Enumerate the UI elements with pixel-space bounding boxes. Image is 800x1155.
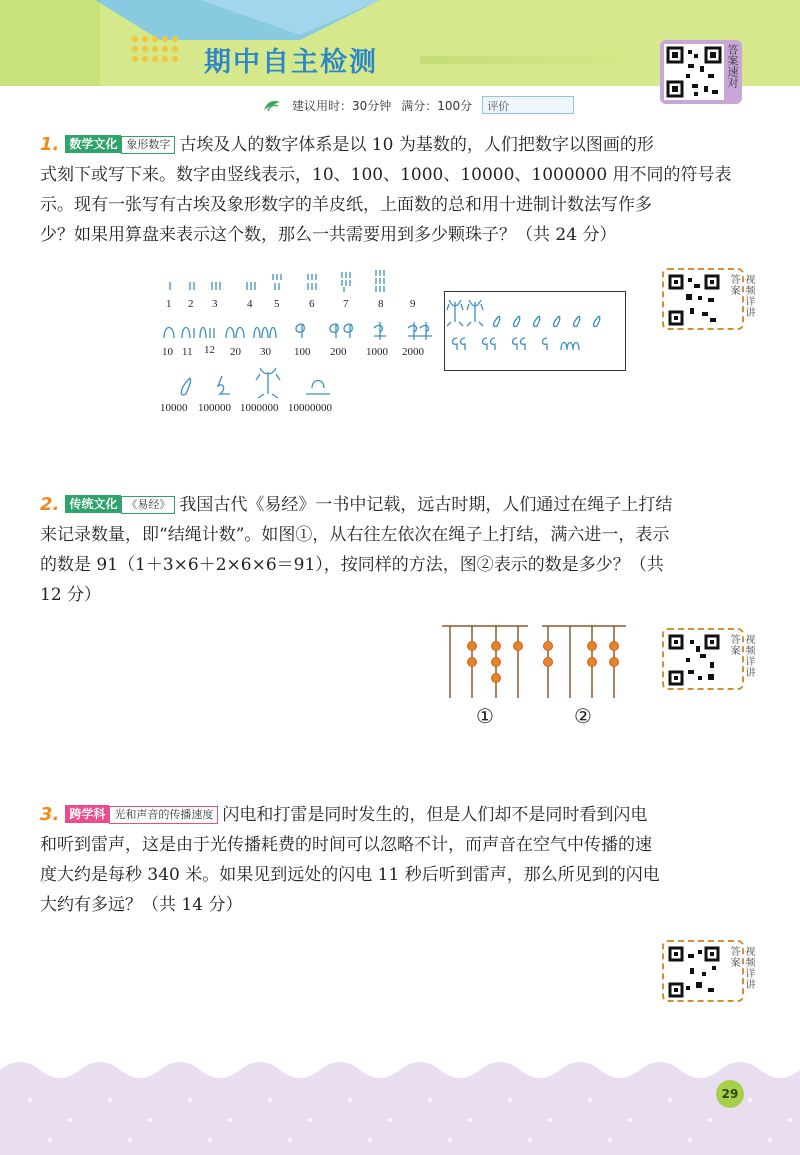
question-number: 3.: [40, 804, 60, 825]
question-text-line: 和听到雷声，这是由于光传播耗费的时间可以忽略不计，而声音在空气中传播的速: [40, 835, 652, 855]
answer-qr-code[interactable]: [660, 40, 742, 104]
qr-code-image: [668, 946, 720, 998]
qr-label: 视频详讲答案: [728, 274, 754, 318]
question-subtag: 《易经》: [121, 496, 175, 514]
qr-code-image: [668, 634, 720, 686]
page-title: 期中自主检测: [204, 47, 378, 78]
qr-side-label: 答案速对: [726, 44, 739, 88]
numeral-label: 11: [182, 346, 193, 358]
question-text-line: 示。现有一张写有古埃及象形数字的羊皮纸，上面数的总和用十进制计数法写作多: [40, 195, 652, 215]
question-number: 2.: [40, 494, 60, 515]
question-text-line: 式刻下或写下来。数字由竖线表示，10、100、1000、10000、1000000 用不同的符号表: [40, 165, 732, 185]
video-answer-qr-2[interactable]: [662, 628, 754, 690]
qr-code-image: [664, 44, 724, 100]
numeral-label: 2000: [402, 346, 424, 358]
numeral-label: 6: [309, 298, 315, 310]
question-text-line: 的数是 91（1＋3×6＋2×6×6＝91），按同样的方法，图②表示的数是多少？（共: [40, 555, 664, 575]
numeral-label: 12: [204, 344, 215, 356]
title-dots-decoration: [132, 36, 178, 62]
footer-wave: [0, 1040, 800, 1155]
numeral-label: 4: [247, 298, 253, 310]
evaluation-field[interactable]: 评价: [482, 96, 574, 114]
video-answer-qr-1[interactable]: [662, 268, 754, 330]
numeral-label: 1: [166, 298, 172, 310]
question-number: 1.: [40, 134, 60, 155]
qr-label: 视频详讲答案: [728, 634, 754, 678]
numeral-label: 3: [212, 298, 218, 310]
subheader: [262, 96, 574, 114]
numeral-labels: [160, 268, 440, 418]
numeral-label: 5: [274, 298, 280, 310]
title-underline-decoration: [420, 56, 650, 64]
question-text-line: 我国古代《易经》一书中记载，远古时期，人们通过在绳子上打结: [179, 495, 673, 515]
qr-code-image: [668, 274, 720, 326]
numeral-label: 7: [343, 298, 349, 310]
qr-label: 视频详讲答案: [728, 946, 754, 990]
question-3: [40, 800, 660, 920]
numeral-label: 8: [378, 298, 384, 310]
question-subtag: 光和声音的传播速度: [109, 806, 218, 824]
numeral-label: 100000: [198, 402, 231, 414]
question-text-line: 度大约是每秒 340 米。如果见到远处的闪电 11 秒后听到雷声，那么所见到的闪电: [40, 865, 660, 885]
question-subtag: 象形数字: [121, 136, 175, 154]
numeral-label: 9: [410, 298, 416, 310]
question-text-line: 少？如果用算盘来表示这个数，那么一共需要用到多少颗珠子？（共 24 分）: [40, 225, 617, 245]
question-text-line: 闪电和打雷是同时发生的，但是人们却不是同时看到闪电: [222, 805, 648, 825]
parchment-figure: [444, 291, 626, 371]
question-2: [40, 490, 672, 610]
question-1: [40, 130, 732, 250]
numeral-label: 10: [162, 346, 173, 358]
full-score: 满分：100分: [401, 98, 473, 113]
numeral-label: 100: [294, 346, 311, 358]
question-text-line: 大约有多远？（共 14 分）: [40, 895, 243, 915]
leaf-icon: [262, 98, 282, 112]
numeral-label: 1000: [366, 346, 388, 358]
question-tag: 跨学科: [65, 805, 109, 823]
question-tag: 传统文化: [65, 495, 121, 513]
numeral-label: 30: [260, 346, 271, 358]
figure-label: ②: [574, 704, 592, 728]
page-number: 29: [716, 1080, 744, 1108]
numeral-label: 200: [330, 346, 347, 358]
suggested-time: 建议用时：30分钟: [292, 98, 392, 113]
figure-label: ①: [476, 704, 494, 728]
question-text-line: 来记录数量，即“结绳计数”。如图①，从右往左依次在绳子上打结，满六进一，表示: [40, 525, 670, 545]
numeral-label: 10000: [160, 402, 188, 414]
numeral-label: 1000000: [240, 402, 279, 414]
video-answer-qr-3[interactable]: [662, 940, 754, 1002]
question-tag: 数学文化: [65, 135, 121, 153]
question-text-line: 12 分）: [40, 585, 102, 605]
knotted-rope-figure: [440, 622, 630, 702]
numeral-label: 10000000: [288, 402, 332, 414]
numeral-label: 2: [188, 298, 194, 310]
question-text-line: 古埃及人的数字体系是以 10 为基数的，人们把数字以图画的形: [179, 135, 654, 155]
numeral-label: 20: [230, 346, 241, 358]
